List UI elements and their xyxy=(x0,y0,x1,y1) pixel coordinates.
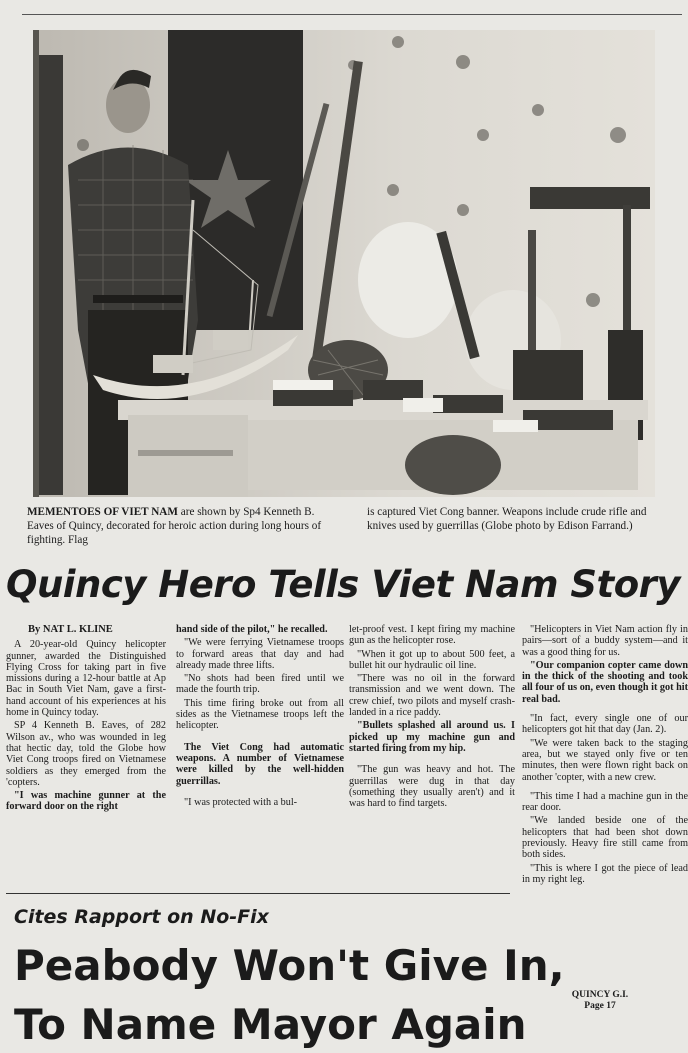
paragraph: SP 4 Kenneth B. Eaves, of 282 Wilson av., who was wounded in leg that hectic day, told the Globe how Viet Cong troops fired on Vietnamese soldiers as they emerged from the 'copters. xyxy=(6,720,166,788)
paragraph: "We were ferrying Vietnamese troops to forward areas that day and had already made three lifts. xyxy=(176,637,344,671)
caption-lead: MEMENTOES OF VIET NAM xyxy=(27,506,178,518)
caption-right: is captured Viet Cong banner. Weapons include crude rifle and knives used by guerrillas (Globe photo by Edison Farrand.) xyxy=(367,506,647,532)
paragraph: "Helicopters in Viet Nam action fly in pairs—sort of a buddy system—and it was a good thing for us. xyxy=(522,624,688,658)
caption-left-text: are shown by Sp4 Kenneth B. Eaves of Quincy, decorated for heroic action during long hours of fighting. Flag xyxy=(27,506,322,546)
paragraph: "This is where I got the piece of lead in my right leg. xyxy=(522,862,688,885)
second-story-headline: Peabody Won't Give In, xyxy=(14,941,565,990)
paragraph: "I was machine gunner at the forward door on the right xyxy=(6,790,166,813)
paragraph: "The gun was heavy and hot. The guerrillas were dug in that day (something they usually aren't) and it was hard to find targets. xyxy=(349,764,515,810)
jump-label: QUINCY G.I. xyxy=(571,990,629,1000)
paragraph: "In fact, every single one of our helicopters got hit that day (Jan. 2). xyxy=(522,713,688,736)
paragraph: "This time I had a machine gun in the rear door. xyxy=(522,790,688,814)
paragraph: "We were taken back to the staging area, but we stayed only five or ten minutes, then were flown right back on another 'copter, with a new crew. xyxy=(522,737,688,783)
section-rule xyxy=(6,893,510,894)
article-column-4 xyxy=(522,624,688,887)
caption-left xyxy=(27,505,327,547)
paragraph: "I was protected with a bul- xyxy=(184,796,298,808)
second-story-cutoff-line xyxy=(14,1000,527,1049)
article-column-2 xyxy=(176,624,344,810)
paragraph: The Viet Cong had automatic weapons. A number of Vietnamese were killed by the well-hidden guerrillas. xyxy=(176,741,344,787)
jump-line xyxy=(540,990,660,1012)
paragraph: "Bullets splashed all around us. I picked up my machine gun and started firing from my hip. xyxy=(349,720,515,754)
second-story-kicker: Cites Rapport on No-Fix xyxy=(14,906,269,928)
article-column-3 xyxy=(349,624,515,811)
paragraph: "When it got up to about 500 feet, a bullet hit our hydraulic oil line. xyxy=(349,648,515,671)
paragraph: hand side of the pilot," he recalled. xyxy=(176,624,328,635)
news-photo xyxy=(33,30,655,497)
paragraph: A 20-year-old Quincy helicopter gunner, awarded the Distinguished Flying Cross for taking part in five missions during a 12-hour battle at Ap Bac in South Viet Nam, gave a first-hand account of his experiences at his home in Quincy today. xyxy=(6,639,166,719)
paragraph: "Our companion copter came down in the thick of the shooting and took all four of us on, even though it got hit real bad. xyxy=(522,659,688,705)
paragraph: "No shots had been fired until we made the fourth trip. xyxy=(176,673,344,696)
paragraph: "There was no oil in the forward transmission and we went down. The crew chief, two pilots and myself crash-landed in a rice paddy. xyxy=(349,673,515,719)
jump-page: Page 17 xyxy=(584,1001,616,1011)
top-rule xyxy=(22,14,682,15)
byline: By NAT L. KLINE xyxy=(28,624,113,635)
paragraph: "We landed beside one of the helicopters that had been shot down previously. Heavy fire still came from both sides. xyxy=(522,815,688,861)
article-column-1 xyxy=(6,624,166,815)
cutoff-text: To Name Mayor Again xyxy=(14,1000,527,1049)
paragraph: let-proof vest. I kept firing my machine gun as the helicopter rose. xyxy=(349,624,515,647)
paragraph: This time firing broke out from all sides as the Vietnamese troops left the helicopter. xyxy=(176,697,344,732)
main-headline: Quincy Hero Tells Viet Nam Story xyxy=(6,563,681,606)
